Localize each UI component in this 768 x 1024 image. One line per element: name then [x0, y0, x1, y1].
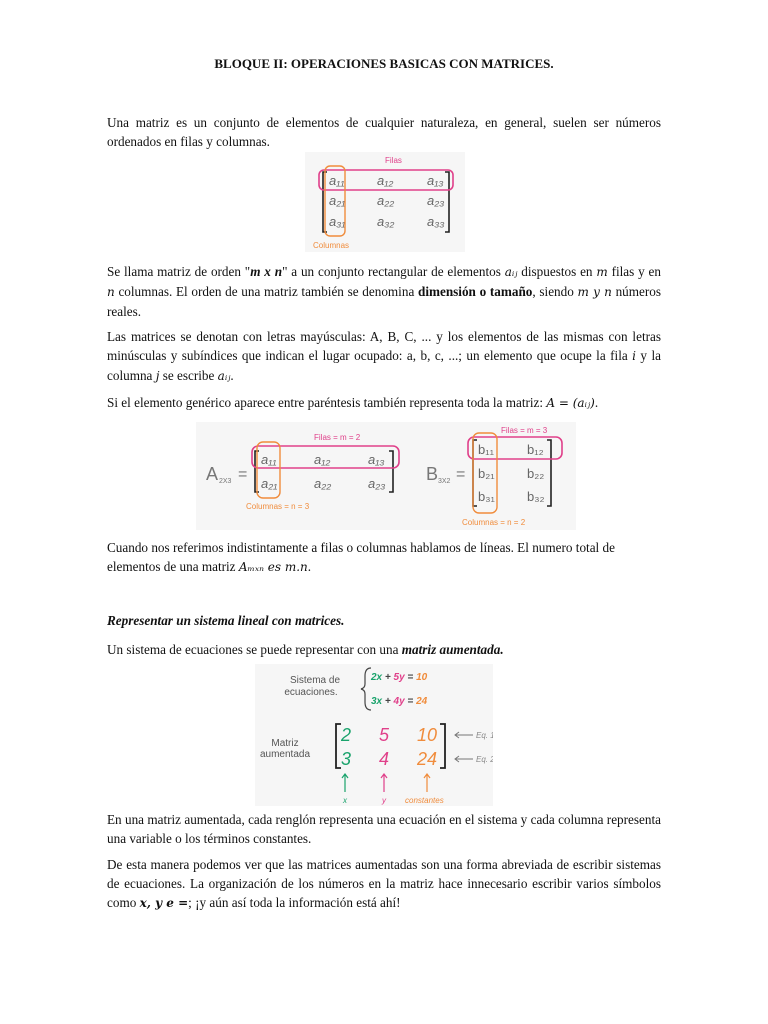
matrix-b-rows-label: Filas = m = 3	[501, 426, 548, 435]
equation-1: 2x + 5y = 10	[371, 672, 428, 683]
matrix-b-equals: =	[456, 466, 466, 483]
matrix-b-columns-label: Columnas = n = 2	[462, 518, 526, 527]
augmented-matrix-diagram	[255, 664, 493, 806]
matrix-b-right-bracket	[547, 440, 551, 506]
math-amxn: Aₘₓₙ es m.n	[238, 560, 308, 574]
text-span: Si el elemento genérico aparece entre paréntesis también representa toda la matriz:	[107, 395, 547, 410]
system-label-line1: Sistema de	[289, 675, 341, 686]
paragraph-notation	[107, 327, 661, 386]
paragraph-order-definition	[107, 262, 661, 321]
variable-y-label: y	[382, 796, 386, 805]
equation-tag-1: Eq. 1	[476, 731, 493, 740]
augmented-entry-y1: 5	[379, 725, 390, 745]
text-span: se escribe	[159, 368, 218, 383]
math-a-equals-aij: A = (aᵢⱼ)	[546, 396, 595, 410]
augmented-entry-x1: 2	[341, 725, 352, 745]
augmented-entry-x2: 3	[341, 749, 352, 769]
augmented-label-line2: aumentada	[259, 749, 311, 760]
augmented-entry-y2: 4	[379, 749, 390, 769]
text-span: Cuando nos referimos indistintamente a filas o columnas hablamos de líneas. El numero total de elementos de una matriz	[107, 540, 615, 574]
arrow-left-icon	[455, 756, 473, 762]
text-span: y la columna	[107, 348, 661, 383]
matrix-b-entry: b₁₁	[478, 442, 495, 457]
math-i: i	[632, 349, 636, 363]
augmented-matrix-term: matriz aumentada.	[401, 642, 504, 657]
math-j: j	[155, 369, 160, 383]
entry-a13: a₁₃	[427, 173, 444, 188]
math-aij: aᵢⱼ	[504, 265, 518, 279]
entry-a12: a₁₂	[377, 173, 394, 188]
arrow-up-icon	[381, 774, 387, 792]
math-m: m	[596, 265, 608, 279]
system-label-line2: ecuaciones.	[284, 687, 338, 698]
matrix-b-entry: b₂₁	[478, 466, 495, 481]
paragraph-augmented-meaning: En una matriz aumentada, cada renglón representa una ecuación en el sistema y cada columna representa una variable o los términos constantes.	[107, 812, 661, 846]
matrix-a-entry: a₁₁	[261, 452, 277, 467]
text-span: filas y en	[607, 264, 661, 279]
text-span: números reales.	[107, 284, 661, 319]
matrix-a-equals: =	[238, 466, 248, 483]
entry-a22: a₂₂	[377, 193, 395, 208]
arrow-up-icon	[424, 774, 430, 792]
figure-augmented-matrix	[255, 664, 493, 806]
matrix-a-entry: a₂₃	[368, 476, 386, 491]
system-brace	[361, 668, 371, 710]
equation-tag-2: Eq. 2	[476, 755, 493, 764]
matrix-a-columns-label: Columnas = n = 3	[246, 502, 310, 511]
matrix-a-label: A	[206, 464, 219, 484]
columns-label: Columnas	[313, 241, 350, 250]
math-m-y-n: m y n	[577, 285, 612, 299]
arrow-left-icon	[455, 732, 473, 738]
entry-a32: a₃₂	[377, 214, 395, 229]
paragraph-augmented-conclusion	[107, 855, 661, 913]
variable-x-label: x	[343, 796, 347, 805]
matrix-examples-diagram	[196, 422, 576, 530]
matrix-a-right-bracket	[389, 451, 393, 492]
equation-2: 3x + 4y = 24	[371, 696, 428, 707]
paragraph-matrix-definition: Una matriz es un conjunto de elementos de cualquier naturaleza, en general, suelen ser números ordenados en filas y columnas.	[107, 115, 661, 149]
dimension-term: dimensión o tamaño	[418, 284, 533, 299]
text-span: .	[307, 559, 312, 574]
text-span: Se llama matriz de orden "	[107, 264, 251, 279]
paragraph-augmented-intro	[107, 640, 661, 659]
matrix-b-entry: b₃₁	[478, 489, 495, 504]
order-mxn: m x n	[250, 264, 283, 279]
document-title: BLOQUE II: OPERACIONES BASICAS CON MATRICES.	[214, 56, 554, 71]
text-span: ; ¡y aún así toda la información está ahí!	[188, 895, 401, 910]
rows-label: Filas	[385, 156, 402, 165]
entry-a21: a₂₁	[329, 193, 346, 208]
text-span: dispuestos en	[517, 264, 597, 279]
text-span: " a un conjunto rectangular de elementos	[282, 264, 505, 279]
text-span: .	[594, 395, 599, 410]
augmented-entry-c1: 10	[417, 725, 438, 745]
section-subtitle: Representar un sistema lineal con matrices.	[107, 613, 345, 628]
matrix-a-order: 2X3	[219, 478, 232, 485]
figure-matrix-rows-columns	[305, 152, 465, 252]
matrix-a-rows-label: Filas = m = 2	[314, 433, 361, 442]
text-span: .	[230, 368, 234, 383]
text-span: De esta manera podemos ver que las matrices aumentadas son una forma abreviada de escribir sistemas de ecuaciones. La organización de los números en la matriz hace innecesario escribir varios símbolos como	[107, 857, 661, 910]
augmented-label-line1: Matriz	[271, 738, 299, 749]
entry-a31: a₃₁	[329, 214, 346, 229]
entry-a33: a₃₃	[427, 214, 445, 229]
matrix-b-entry: b₂₂	[527, 466, 545, 481]
matrix-b-order: 3X2	[438, 478, 451, 485]
matrix-a-entry: a₂₂	[314, 476, 332, 491]
figure-matrix-examples	[196, 422, 576, 530]
entry-a23: a₂₃	[427, 193, 445, 208]
matrix-b-entry: b₃₂	[527, 489, 545, 504]
paragraph-lines	[107, 538, 661, 577]
matrix-b-entry: b₁₂	[527, 442, 544, 457]
matrix-a-entry: a₁₂	[314, 452, 331, 467]
matrix-b-label: B	[426, 464, 439, 484]
matrix-diagram	[305, 152, 465, 252]
right-bracket	[445, 172, 449, 232]
math-symbols: x, y e =	[139, 896, 189, 910]
matrix-a-entry: a₂₁	[261, 476, 278, 491]
math-aij: aᵢⱼ	[217, 369, 231, 383]
augmented-right-bracket	[440, 724, 445, 768]
augmented-entry-c2: 24	[417, 749, 438, 769]
matrix-a-entry: a₁₃	[368, 452, 385, 467]
text-span: , siendo	[532, 284, 578, 299]
math-n: n	[107, 285, 115, 299]
constants-label: constantes	[405, 796, 444, 805]
text-span: columnas. El orden de una matriz también se denomina	[114, 284, 418, 299]
text-span: Un sistema de ecuaciones se puede representar con una	[107, 642, 402, 657]
paragraph-generic-element	[107, 393, 661, 413]
arrow-up-icon	[342, 774, 348, 792]
entry-a11: a₁₁	[329, 173, 345, 188]
text-span: Las matrices se denotan con letras mayúsculas: A, B, C, ... y los elementos de las mismas con letras minúsculas y subíndices que indican el lugar ocupado: a, b, c, ...; un elemento que ocupe la fila	[107, 329, 661, 363]
